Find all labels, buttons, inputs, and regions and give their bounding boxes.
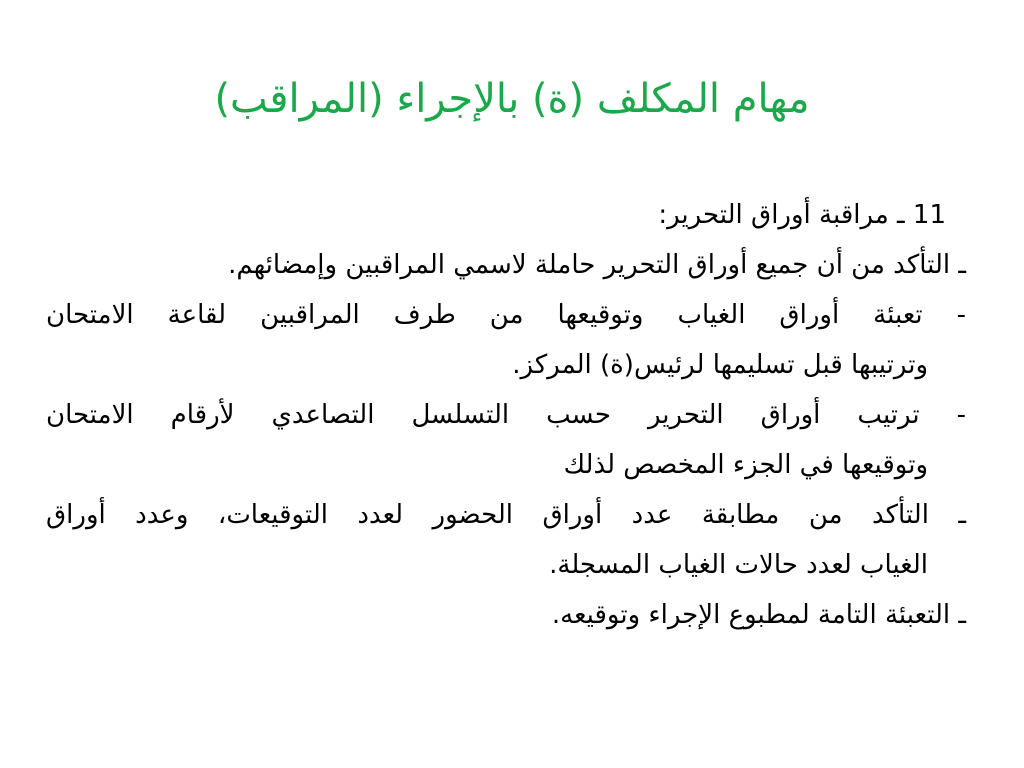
bullet-continuation: الغياب لعدد حالات الغياب المسجلة. (549, 550, 928, 580)
slide-body (46, 190, 966, 640)
section-heading: 11 ـ مراقبة أوراق التحرير: (658, 200, 946, 230)
bullet-continuation: وتوقيعها في الجزء المخصص لذلك (563, 450, 928, 480)
bullet-item: - ترتيب أوراق التحرير حسب التسلسل التصاعدي لأرقام الامتحان (46, 400, 966, 430)
bullet-item: - تعبئة أوراق الغياب وتوقيعها من طرف المراقبين لقاعة الامتحان (46, 300, 966, 330)
bullet-item: ـ التأكد من مطابقة عدد أوراق الحضور لعدد التوقيعات، وعدد أوراق (46, 500, 966, 530)
slide-title: مهام المكلف (ة) بالإجراء (المراقب) (214, 76, 810, 122)
bullet-continuation: وترتيبها قبل تسليمها لرئيس(ة) المركز. (512, 350, 928, 380)
bullet-item: ـ التعبئة التامة لمطبوع الإجراء وتوقيعه. (551, 600, 966, 630)
bullet-item: ـ التأكد من أن جميع أوراق التحرير حاملة لاسمي المراقبين وإمضائهم. (228, 250, 966, 280)
